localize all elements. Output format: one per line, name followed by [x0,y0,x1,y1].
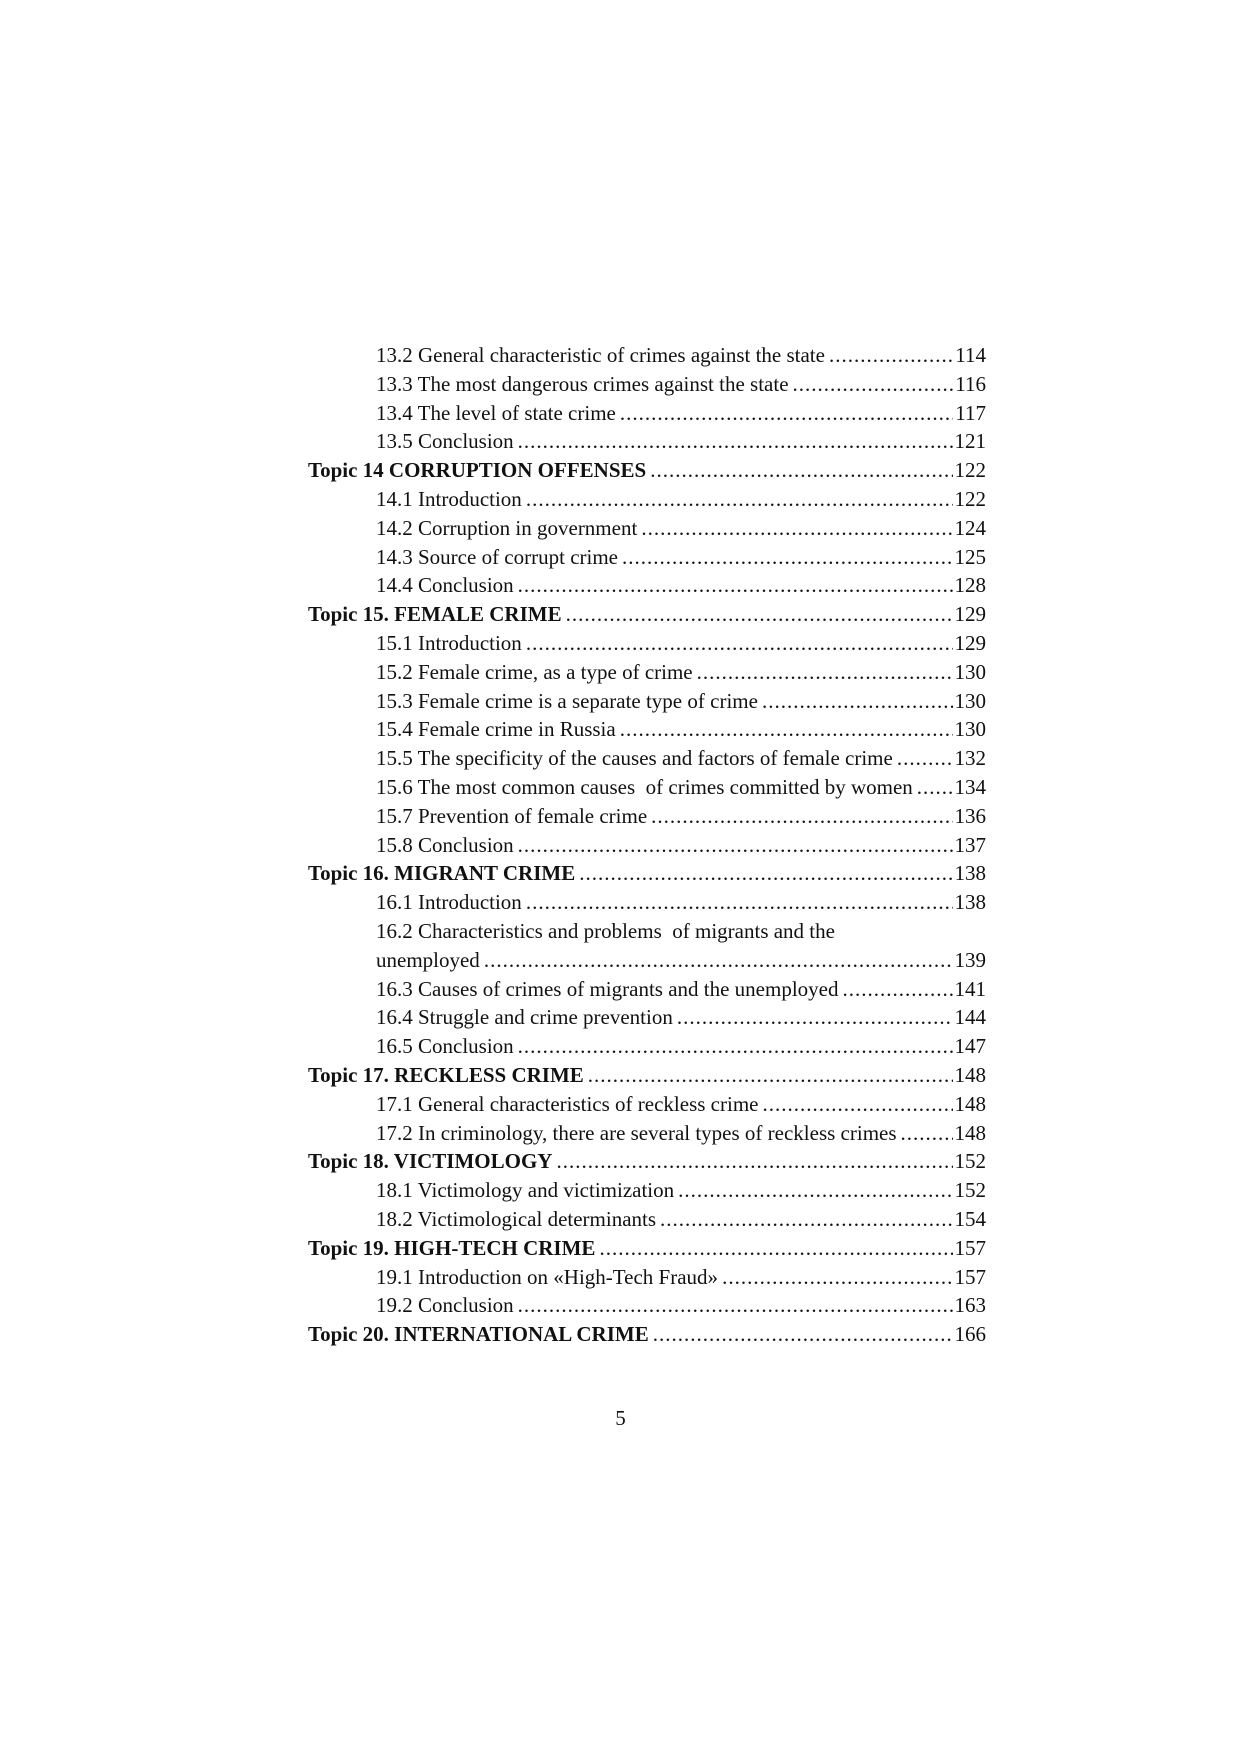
toc-entry-page: 139 [954,947,986,972]
toc-entry-title: 16.1 Introduction [376,890,522,915]
toc-entry[interactable] [308,802,986,831]
dot-leader [650,456,952,485]
toc-topic-title: Topic 19. HIGH-TECH CRIME [308,1235,596,1260]
toc-entry[interactable] [308,485,986,514]
toc-entry-page: 125 [954,544,986,569]
dot-leader [793,370,954,399]
toc-entry[interactable] [308,715,986,744]
toc-entry-page: 134 [954,774,986,799]
toc-entry-page: 141 [954,976,986,1001]
toc-entry[interactable] [308,370,986,399]
dot-leader [599,1234,952,1263]
toc-topic-heading[interactable] [308,1061,986,1090]
toc-entry-page: 130 [954,659,986,684]
toc-entry-page: 130 [954,717,986,742]
toc-entry[interactable] [308,1003,986,1032]
toc-entry-page: 138 [954,890,986,915]
dot-leader [518,571,953,600]
dot-leader [697,658,953,687]
toc-entry-title: 16.4 Struggle and crime prevention [376,1005,673,1030]
toc-entry-title-continued: unemployed [376,947,480,972]
toc-entry-page: 148 [954,1120,986,1145]
toc-entry[interactable] [308,888,986,917]
toc-topic-title: Topic 14 CORRUPTION OFFENSES [308,458,647,483]
toc-entry[interactable] [308,1291,986,1320]
toc-entry-title: 14.3 Source of corrupt crime [376,544,619,569]
toc-topic-heading[interactable] [308,456,986,485]
dot-leader [579,859,952,888]
toc-entry[interactable] [308,831,986,860]
dot-leader [651,802,952,831]
toc-entry-page: 132 [954,746,986,771]
toc-entry[interactable] [308,543,986,572]
toc-entry-title: 16.5 Conclusion [376,1034,514,1059]
toc-entry-title: 14.2 Corruption in government [376,515,638,540]
toc-entry-title: 18.1 Victimology and victimization [376,1178,675,1203]
dot-leader [518,427,953,456]
dot-leader [842,975,952,1004]
dot-leader [620,399,953,428]
toc-entry-page: 116 [955,371,986,396]
toc-topic-title: Topic 15. FEMALE CRIME [308,602,562,627]
toc-entry-title: 15.8 Conclusion [376,832,514,857]
dot-leader [526,485,953,514]
dot-leader [653,1320,953,1349]
toc-entry-title: 15.4 Female crime in Russia [376,717,616,742]
toc-topic-page: 138 [954,861,986,886]
toc-topic-page: 152 [954,1149,986,1174]
toc-topic-title: Topic 16. MIGRANT CRIME [308,861,576,886]
toc-entry-title: 16.3 Causes of crimes of migrants and the unemployed [376,976,839,1001]
toc-topic-heading[interactable] [308,859,986,888]
toc-entry-page: 122 [954,486,986,511]
toc-entry[interactable] [308,1119,986,1148]
toc-entry[interactable] [308,1090,986,1119]
toc-entry[interactable] [308,773,986,802]
toc-topic-heading[interactable] [308,1147,986,1176]
toc-entry-title: 19.1 Introduction on «High-Tech Fraud» [376,1264,719,1289]
toc-entry-title: 15.3 Female crime is a separate type of crime [376,688,758,713]
toc-entry-first-line[interactable] [308,917,986,946]
dot-leader [566,600,953,629]
toc-entry[interactable] [308,399,986,428]
toc-entry-title: 16.2 Characteristics and problems of migrants and the [376,918,835,943]
dot-leader [897,744,953,773]
toc-entry-title: 17.2 In criminology, there are several types of reckless crimes [376,1120,897,1145]
toc-entry[interactable] [308,1263,986,1292]
toc-entry-page: 129 [954,630,986,655]
toc-entry-page: 157 [954,1264,986,1289]
toc-topic-title: Topic 20. INTERNATIONAL CRIME [308,1322,649,1347]
toc-entry-page: 128 [954,573,986,598]
toc-entry-title: 15.6 The most common causes of crimes committed by women [376,774,913,799]
toc-entry-title: 13.3 The most dangerous crimes against the state [376,371,789,396]
toc-entry[interactable] [308,1205,986,1234]
dot-leader [518,1291,953,1320]
toc-entry-title: 15.1 Introduction [376,630,522,655]
dot-leader [518,1032,953,1061]
toc-entry-title: 15.5 The specificity of the causes and factors of female crime [376,746,893,771]
toc-entry[interactable] [308,427,986,456]
dot-leader [484,946,953,975]
toc-topic-heading[interactable] [308,600,986,629]
toc-entry-page: 144 [954,1005,986,1030]
dot-leader [526,888,953,917]
dot-leader [722,1263,952,1292]
dot-leader [917,773,953,802]
toc-entry-page: 130 [954,688,986,713]
dot-leader [901,1119,953,1148]
dot-leader [518,831,953,860]
toc-topic-title: Topic 17. RECKLESS CRIME [308,1062,584,1087]
toc-entry[interactable] [308,687,986,716]
toc-topic-title: Topic 18. VICTIMOLOGY [308,1149,553,1174]
dot-leader [641,514,952,543]
toc-entry[interactable] [308,629,986,658]
toc-entry-title: 13.5 Conclusion [376,429,514,454]
toc-entry[interactable] [308,341,986,370]
dot-leader [620,715,953,744]
toc-entry-page: 148 [954,1091,986,1116]
toc-topic-page: 157 [954,1235,986,1260]
toc-entry[interactable] [308,658,986,687]
toc-entry-title: 14.4 Conclusion [376,573,514,598]
dot-leader [762,687,953,716]
toc-entry-page: 152 [954,1178,986,1203]
dot-leader [762,1090,952,1119]
toc-entry-page: 114 [955,343,986,367]
toc-entry[interactable] [308,1176,986,1205]
toc-entry-page: 163 [954,1293,986,1318]
page-number: 5 [615,1406,626,1430]
toc-entry-title: 19.2 Conclusion [376,1293,514,1318]
dot-leader [588,1061,953,1090]
dot-leader [526,629,953,658]
toc-entry-page: 147 [954,1034,986,1059]
toc-entry[interactable] [308,975,986,1004]
toc-entry[interactable] [308,1032,986,1061]
dot-leader [677,1003,953,1032]
toc-entry-continuation[interactable] [308,946,986,975]
toc-topic-page: 122 [954,458,986,483]
toc-entry[interactable] [308,571,986,600]
toc-entry-page: 137 [954,832,986,857]
toc-entry[interactable] [308,514,986,543]
toc-entry-page: 124 [954,515,986,540]
toc-entry[interactable] [308,744,986,773]
toc-topic-page: 166 [954,1322,986,1347]
dot-leader [829,341,953,370]
toc-entry-title: 13.4 The level of state crime [376,400,616,425]
dot-leader [622,543,952,572]
dot-leader [678,1176,952,1205]
toc-entry-page: 136 [954,803,986,828]
toc-entry-page: 117 [955,400,986,425]
toc-entry-title: 17.1 General characteristics of reckless crime [376,1091,759,1116]
toc-entry-title: 13.2 General characteristic of crimes against the state [376,343,825,367]
toc-topic-heading[interactable] [308,1234,986,1263]
toc-topic-heading[interactable] [308,1320,986,1349]
toc-topic-page: 148 [954,1062,986,1087]
toc-entry-title: 15.2 Female crime, as a type of crime [376,659,693,684]
dot-leader [556,1147,952,1176]
toc-entry-page: 154 [954,1206,986,1231]
toc-entry-title: 15.7 Prevention of female crime [376,803,648,828]
table-of-contents [308,341,986,1349]
toc-entry-title: 14.1 Introduction [376,486,522,511]
toc-topic-page: 129 [954,602,986,627]
toc-entry-title: 18.2 Victimological determinants [376,1206,657,1231]
toc-entry-page: 121 [954,429,986,454]
dot-leader [660,1205,952,1234]
